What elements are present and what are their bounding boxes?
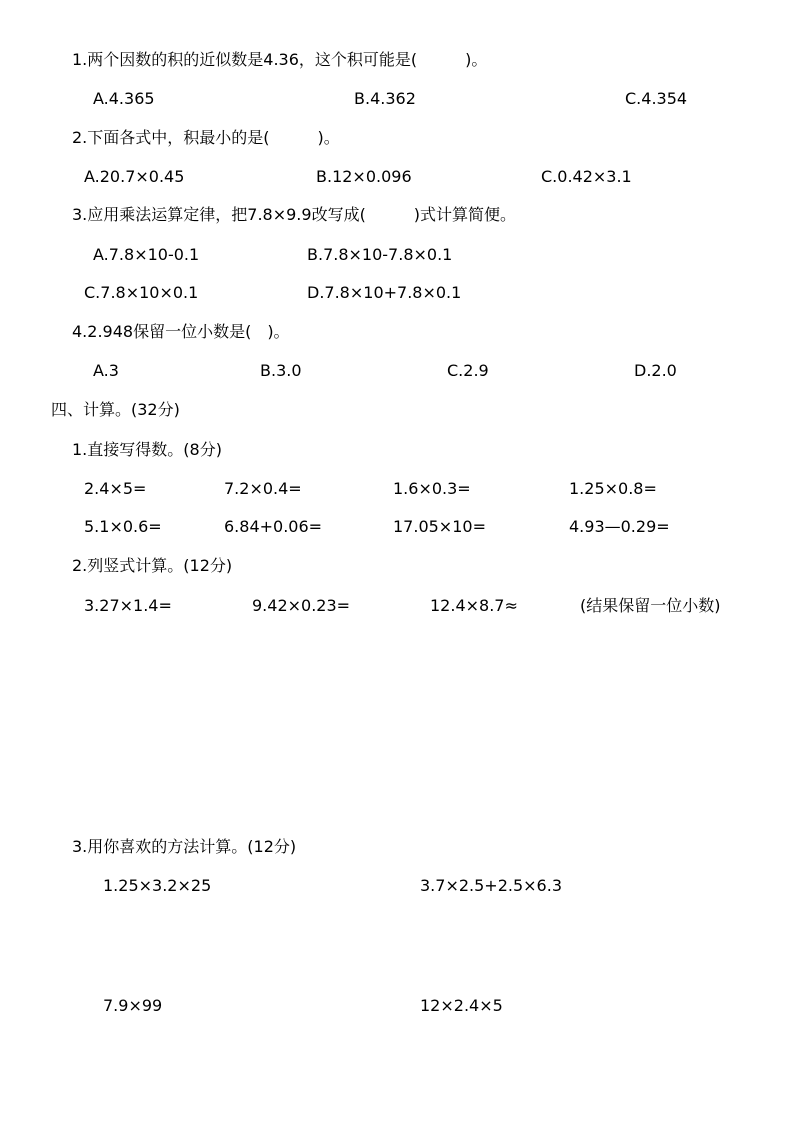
part-2-title: 2.列竖式计算。(12分)	[72, 556, 233, 575]
vertical-calc-item: 12.4×8.7≈	[430, 596, 518, 615]
oral-calc-item: 1.6×0.3=	[393, 479, 471, 498]
section-4-title: 四、计算。(32分)	[51, 400, 180, 419]
simplify-calc-item: 1.25×3.2×25	[103, 876, 212, 895]
oral-calc-item: 2.4×5=	[84, 479, 147, 498]
question-4-option-b: B.3.0	[260, 361, 302, 380]
question-2-stem: 2.下面各式中，积最小的是( )。	[72, 128, 340, 147]
question-4-stem: 4.2.948保留一位小数是( )。	[72, 322, 290, 341]
question-3-stem: 3.应用乘法运算定律，把7.8×9.9改写成( )式计算简便。	[72, 205, 517, 224]
question-2-option-a: A.20.7×0.45	[84, 167, 185, 186]
question-4-option-c: C.2.9	[447, 361, 489, 380]
simplify-calc-item: 12×2.4×5	[420, 996, 503, 1015]
question-4-option-a: A.3	[93, 361, 119, 380]
question-3-option-b: B.7.8×10-7.8×0.1	[307, 245, 453, 264]
question-3-option-a: A.7.8×10-0.1	[93, 245, 200, 264]
oral-calc-item: 7.2×0.4=	[224, 479, 302, 498]
simplify-calc-item: 7.9×99	[103, 996, 163, 1015]
question-1-option-c: C.4.354	[625, 89, 688, 108]
question-3-option-c: C.7.8×10×0.1	[84, 283, 199, 302]
rounding-note: (结果保留一位小数)	[580, 596, 721, 615]
oral-calc-item: 1.25×0.8=	[569, 479, 657, 498]
oral-calc-item: 4.93—0.29=	[569, 517, 670, 536]
question-1-option-b: B.4.362	[354, 89, 416, 108]
part-1-title: 1.直接写得数。(8分)	[72, 440, 222, 459]
question-4-option-d: D.2.0	[634, 361, 677, 380]
oral-calc-item: 5.1×0.6=	[84, 517, 162, 536]
simplify-calc-item: 3.7×2.5+2.5×6.3	[420, 876, 562, 895]
oral-calc-item: 17.05×10=	[393, 517, 486, 536]
question-1-stem: 1.两个因数的积的近似数是4.36，这个积可能是( )。	[72, 50, 488, 69]
question-2-option-c: C.0.42×3.1	[541, 167, 632, 186]
question-1-option-a: A.4.365	[93, 89, 155, 108]
question-2-option-b: B.12×0.096	[316, 167, 412, 186]
question-3-option-d: D.7.8×10+7.8×0.1	[307, 283, 462, 302]
part-3-title: 3.用你喜欢的方法计算。(12分)	[72, 837, 297, 856]
vertical-calc-item: 3.27×1.4=	[84, 596, 172, 615]
oral-calc-item: 6.84+0.06=	[224, 517, 323, 536]
vertical-calc-item: 9.42×0.23=	[252, 596, 351, 615]
